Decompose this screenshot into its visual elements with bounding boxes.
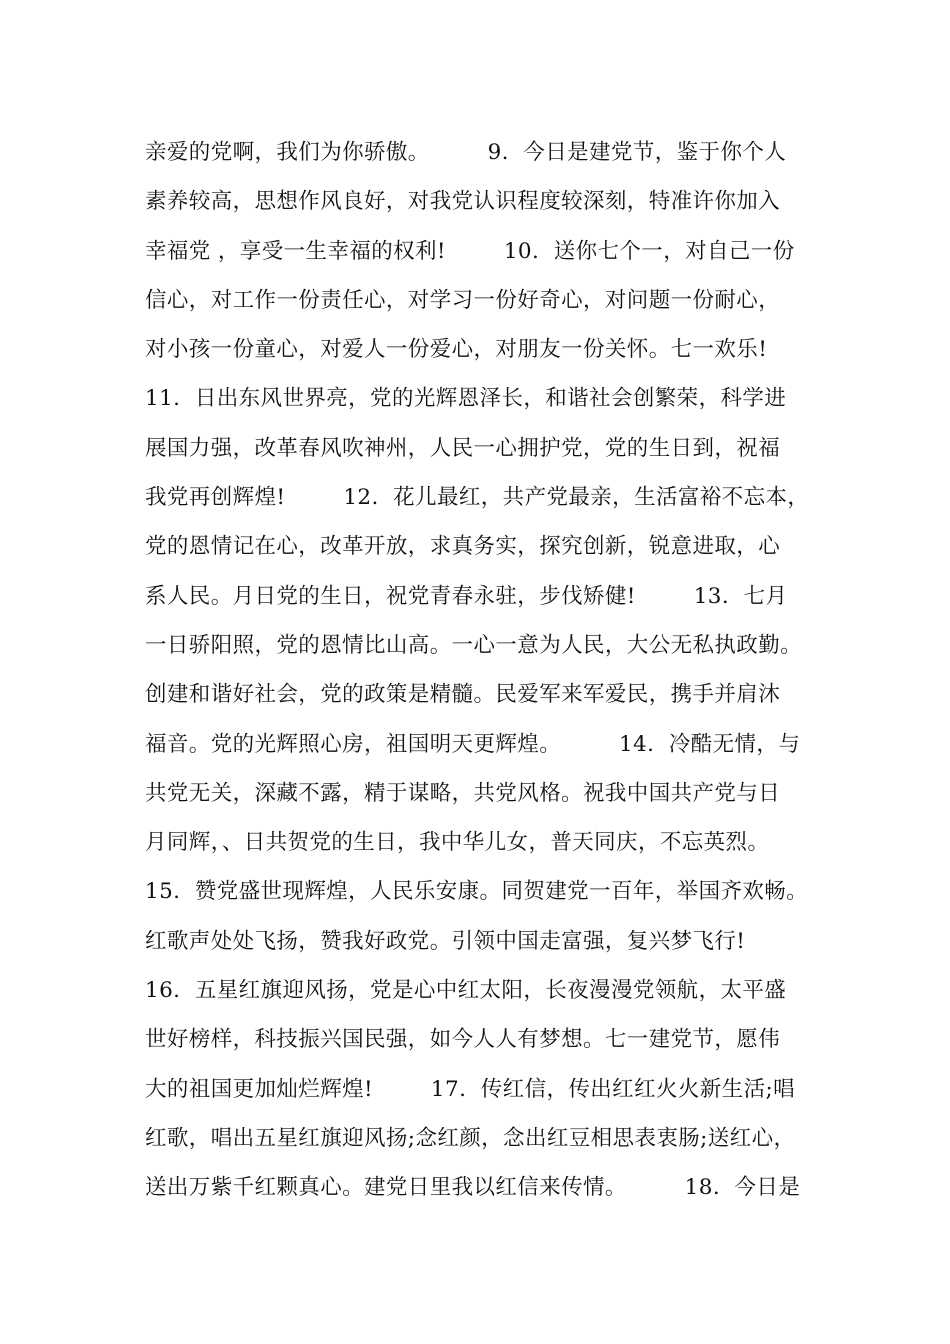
text-line-5: 对小孩一份童心，对爱人一份爱心，对朋友一份关怀。七一欢乐! <box>145 337 768 363</box>
text-line-9: 党的恩情记在心，改革开放，求真务实，探究创新，锐意进取，心 <box>145 534 781 560</box>
text-line-13: 福音。党的光辉照心房，祖国明天更辉煌。 14. 冷酷无情，与 <box>145 731 801 757</box>
text-line-10: 系人民。月日党的生日，祝党青春永驻，步伐矫健! 13. 七月 <box>145 583 788 609</box>
text-line-14: 共党无关，深藏不露，精于谋略，共党风格。祝我中国共产党与日 <box>145 780 781 806</box>
text-line-7: 展国力强，改革春风吹神州，人民一心拥护党，党的生日到，祝福 <box>145 435 781 461</box>
text-line-11: 一日骄阳照，党的恩情比山高。一心一意为人民，大公无私执政勤。 <box>145 632 803 658</box>
text-line-8: 我党再创辉煌! 12. 花儿最红，共产党最亲，生活富裕不忘本， <box>145 485 810 511</box>
text-line-6: 11. 日出东风世界亮，党的光辉恩泽长，和谐社会创繁荣，科学进 <box>145 386 787 412</box>
text-line-19: 世好榜样，科技振兴国民强，如今人人有梦想。七一建党节，愿伟 <box>145 1027 781 1053</box>
text-line-4: 信心，对工作一份责任心，对学习一份好奇心，对问题一份耐心， <box>145 287 781 313</box>
document-text-block <box>145 128 835 1213</box>
text-line-20: 大的祖国更加灿烂辉煌! 17. 传红信，传出红红火火新生活;唱 <box>145 1076 796 1102</box>
text-line-22: 送出万紫千红颗真心。建党日里我以红信来传情。 18. 今日是 <box>145 1175 801 1201</box>
text-line-21: 红歌，唱出五星红旗迎风扬;念红颜，念出红豆相思表衷肠;送红心， <box>145 1125 796 1151</box>
text-line-17: 红歌声处处飞扬，赞我好政党。引领中国走富强，复兴梦飞行! <box>145 928 746 954</box>
text-line-12: 创建和谐好社会，党的政策是精髓。民爱军来军爱民，携手并肩沐 <box>145 682 781 708</box>
text-line-18: 16. 五星红旗迎风扬，党是心中红太阳，长夜漫漫党领航，太平盛 <box>145 978 787 1004</box>
text-line-1: 亲爱的党啊，我们为你骄傲。 9. 今日是建党节，鉴于你个人 <box>145 140 787 165</box>
text-line-2: 素养较高，思想作风良好，对我党认识程度较深刻，特准许你加入 <box>145 189 781 215</box>
text-line-16: 15. 赞党盛世现辉煌，人民乐安康。同贺建党一百年，举国齐欢畅。 <box>145 879 809 905</box>
text-line-3: 幸福党 ，享受一生幸福的权利! 10. 送你七个一，对自己一份 <box>145 238 795 264</box>
text-line-15: 月同辉，、日共贺党的生日，我中华儿女，普天同庆，不忘英烈。 <box>145 830 770 856</box>
